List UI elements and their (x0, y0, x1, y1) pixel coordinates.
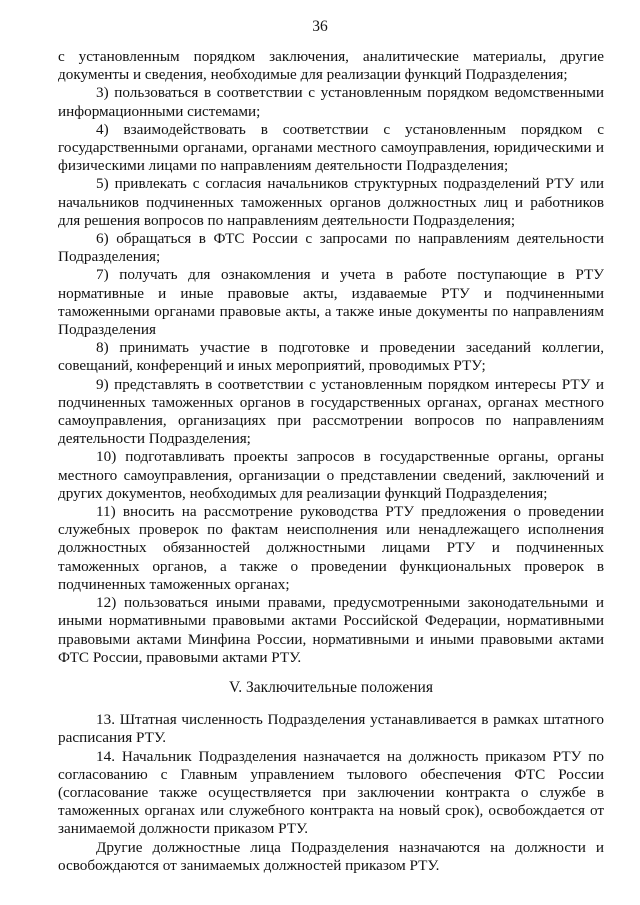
paragraph-item-10: 10) подготавливать проекты запросов в государственные органы, органы местного самоуправления, организации о представлении сведений, заключений и других документов, необходимых для реализации функций Подразделения; (58, 448, 604, 502)
paragraph-item-4: 4) взаимодействовать в соответствии с установленным порядком с государственными органами, органами местного самоуправления, юридическими и физическими лицами по направлениям деятельности Подразделения; (58, 120, 604, 175)
paragraph-item-6: 6) обращаться в ФТС России с запросами по направлениям деятельности Подразделения; (58, 230, 604, 266)
paragraph-continuation: с установленным порядком заключения, аналитические материалы, другие документы и сведения, необходимые для реализации функций Подразделения; (58, 48, 604, 84)
document-body (58, 48, 604, 875)
paragraph-other-officials: Другие должностные лица Подразделения назначаются на должности и освобождаются от занимаемых должностей приказом РТУ. (58, 838, 604, 874)
paragraph-13: 13. Штатная численность Подразделения устанавливается в рамках штатного расписания РТУ. (58, 711, 604, 747)
page-number: 36 (312, 18, 328, 35)
paragraph-item-5: 5) привлекать с согласия начальников структурных подразделений РТУ или начальников подчиненных таможенных органов должностных лиц и работников для решения вопросов по направлениям деятельности Подразделения; (58, 175, 604, 229)
paragraph-item-11: 11) вносить на рассмотрение руководства РТУ предложения о проведении служебных проверок по фактам неисполнения или ненадлежащего исполнения должностных обязанностей должностными лицами РТУ и подчиненных таможенных органов, а также о проведении функциональных проверок в подчиненных таможенных органах; (58, 503, 604, 593)
paragraph-item-12: 12) пользоваться иными правами, предусмотренными законодательными и иными нормативными правовыми актами Российской Федерации, нормативными правовыми актами Минфина России, нормативными и иными правовыми актами ФТС России, правовыми актами РТУ. (58, 594, 604, 666)
paragraph-item-8: 8) принимать участие в подготовке и проведении заседаний коллегии, совещаний, конференций и иных мероприятий, проводимых РТУ; (58, 339, 604, 375)
paragraph-item-7: 7) получать для ознакомления и учета в работе поступающие в РТУ нормативные и иные правовые акты, издаваемые РТУ и подчиненными таможенными органами правовые акты, а также иные документы по направлениям Подразделения (58, 266, 604, 339)
section-heading: V. Заключительные положения (229, 678, 433, 696)
paragraph-item-9: 9) представлять в соответствии с установленным порядком интересы РТУ и подчиненных таможенных органов в государственных органах, органах местного самоуправления, организациях при рассмотрении вопросов по направлениям деятельности Подразделения; (58, 375, 604, 448)
paragraph-14: 14. Начальник Подразделения назначается на должность приказом РТУ по согласованию с Главным управлением тылового обеспечения ФТС России (согласование также осуществляется при заключении контракта о службе в таможенных органах или служебного контракта на новый срок), освобождается от занимаемой должности приказом РТУ. (58, 747, 604, 838)
paragraph-item-3: 3) пользоваться в соответствии с установленным порядком ведомственными информационными системами; (58, 84, 604, 120)
